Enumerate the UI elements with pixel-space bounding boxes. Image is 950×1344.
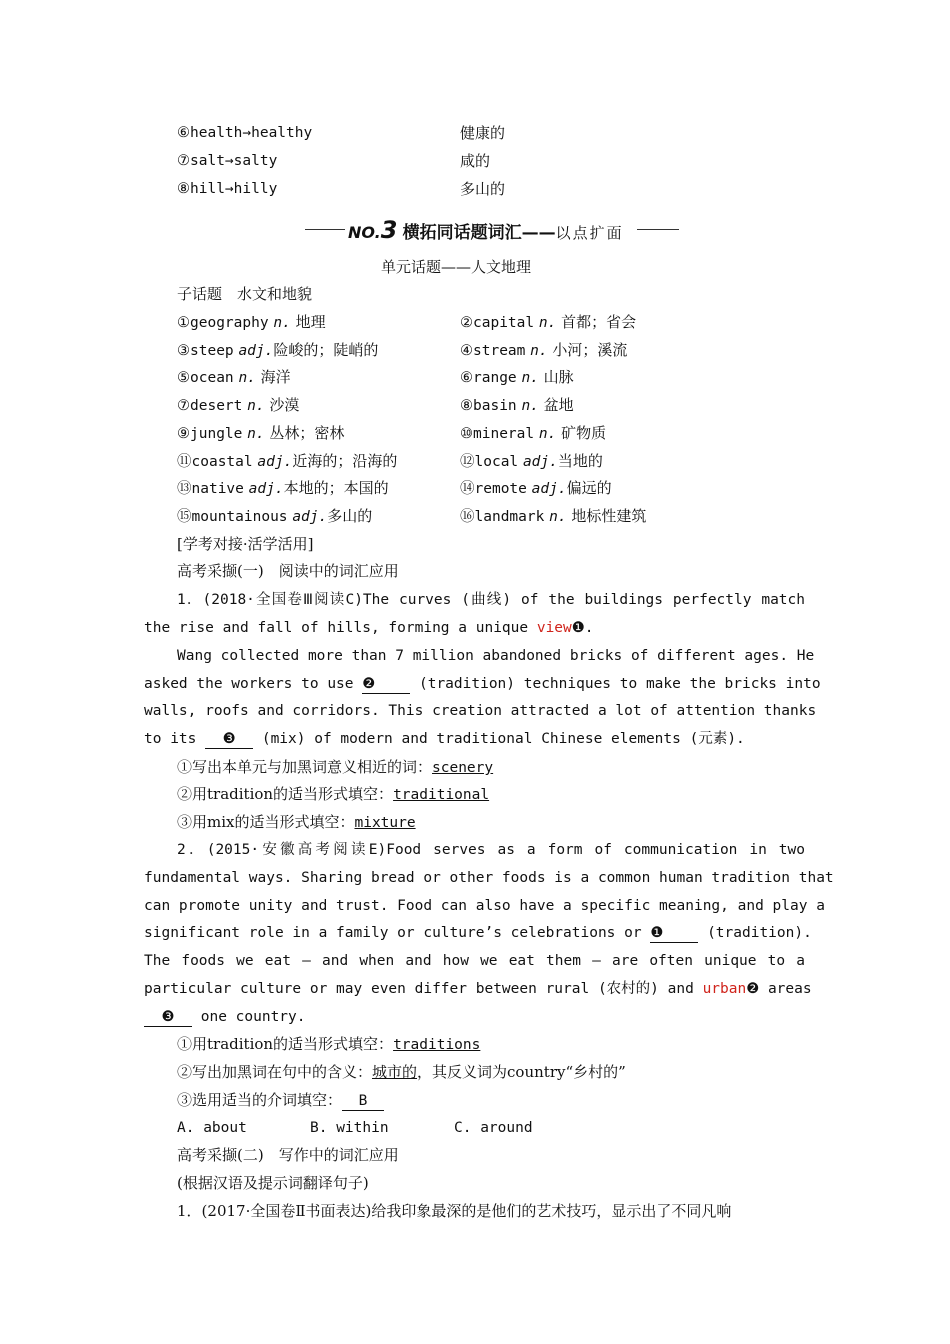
vocab-pos: adj. xyxy=(257,454,293,470)
q1-line-2: the rise and fall of hills, forming a unique view❶. xyxy=(144,620,594,636)
q1-blank-3[interactable]: ❸ xyxy=(205,730,253,749)
vocab-pos: adj. xyxy=(238,343,274,359)
vocab-item-right xyxy=(460,451,603,472)
vocab-word: ④stream xyxy=(460,343,526,359)
q2-answer-1-value: traditions xyxy=(393,1037,481,1053)
vocab-meaning: 丛林；密林 xyxy=(264,424,345,442)
derivation-meaning-1: 健康的 xyxy=(460,124,506,142)
q1-answer-1-value: scenery xyxy=(432,760,494,776)
vocab-pos: adj. xyxy=(248,481,284,497)
vocab-pos: n. xyxy=(273,315,291,331)
vocab-meaning: 地标性建筑 xyxy=(566,507,647,525)
vocab-pos: n. xyxy=(538,315,557,331)
vocab-item-right xyxy=(460,312,636,333)
banner-rule-left xyxy=(305,229,345,230)
vocab-item-left xyxy=(177,340,378,361)
derivation-meaning-3: 多山的 xyxy=(460,180,506,198)
q1-blank-2[interactable]: ❷ xyxy=(362,675,410,694)
banner-title: 横拓同话题词汇 xyxy=(402,223,522,243)
q2-answer-3: ③选用适当的介词填空： B xyxy=(177,1090,384,1111)
vocab-word: ⑩mineral xyxy=(460,426,535,442)
vocab-pos: adj. xyxy=(522,454,558,470)
q1-answer-1: ①写出本单元与加黑词意义相近的词：scenery xyxy=(177,758,494,776)
vocab-word: ⑧basin xyxy=(460,398,517,414)
q2-option-a: A. about xyxy=(177,1120,247,1136)
subtopic-heading: 子话题 水文和地貌 xyxy=(177,285,313,303)
vocab-pos: adj. xyxy=(531,481,567,497)
vocab-meaning: 盆地 xyxy=(538,396,574,414)
q2-line-1: 2．(2015·安徽高考阅读E)Food serves as a form of communication in two xyxy=(177,842,805,858)
vocab-word: ⑪coastal xyxy=(177,454,253,470)
unit-topic: 单元话题——人文地理 xyxy=(381,258,532,276)
q2-line-2: fundamental ways. Sharing bread or other foods is a common human tradition that xyxy=(144,870,834,886)
vocab-pos: n. xyxy=(549,509,567,525)
vocab-item-left xyxy=(177,478,389,499)
vocab-meaning: 多山的 xyxy=(327,507,373,525)
vocab-meaning: 当地的 xyxy=(557,452,603,470)
q1-line-3: Wang collected more than 7 million abandoned bricks of different ages. He xyxy=(177,648,815,664)
vocab-meaning: 本地的；本国的 xyxy=(283,479,389,497)
vocab-pos: n. xyxy=(521,370,539,386)
vocab-pos: n. xyxy=(538,426,557,442)
section1-title: 高考采撷(一) 阅读中的词汇应用 xyxy=(177,562,399,580)
banner-number: 3 xyxy=(380,216,398,244)
vocab-item-right xyxy=(460,423,606,444)
vocab-word: ⑮mountainous xyxy=(177,509,288,525)
q2-answer-1: ①用tradition的适当形式填空：traditions xyxy=(177,1035,481,1053)
vocab-pos: n. xyxy=(238,370,256,386)
vocab-item-left xyxy=(177,506,372,527)
practice-heading: [学考对接·活学活用] xyxy=(177,535,314,553)
vocab-word: ⑬native xyxy=(177,481,244,497)
vocab-item-left xyxy=(177,423,344,444)
translate-note: (根据汉语及提示词翻译句子) xyxy=(177,1174,369,1192)
vocab-item-left xyxy=(177,451,397,472)
vocab-pos: n. xyxy=(521,398,539,414)
vocab-pos: n. xyxy=(247,426,265,442)
vocab-word: ⑤ocean xyxy=(177,370,234,386)
q2-line-3: can promote unity and trust. Food can also have a specific meaning, and play a xyxy=(144,898,825,914)
vocab-word: ①geography xyxy=(177,315,269,331)
vocab-item-left xyxy=(177,312,326,333)
vocab-pos: adj. xyxy=(292,509,328,525)
q2-blank-1[interactable]: ❶ xyxy=(650,924,698,943)
q2-option-c: C. around xyxy=(454,1120,533,1136)
banner-rule-right xyxy=(637,229,679,230)
vocab-word: ⑭remote xyxy=(460,481,527,497)
q3-line-1: 1．(2017·全国卷Ⅱ书面表达)给我印象最深的是他们的艺术技巧，显示出了不同凡响 xyxy=(177,1202,732,1220)
q1-answer-2: ②用tradition的适当形式填空：traditional xyxy=(177,785,490,803)
vocab-word: ⑦desert xyxy=(177,398,243,414)
banner-no: NO. xyxy=(348,223,381,242)
q2-line-6: particular culture or may even differ between rural (农村的) and urban❷ areas xyxy=(144,981,812,997)
q2-blank-3[interactable]: ❸ xyxy=(144,1008,192,1027)
vocab-pos: n. xyxy=(530,343,548,359)
q1-line-5: walls, roofs and corridors. This creation attracted a lot of attention thanks xyxy=(144,703,817,719)
derivation-word-3: ⑧hill→hilly xyxy=(177,181,278,197)
vocab-item-left xyxy=(177,395,299,416)
vocab-item-right xyxy=(460,367,574,388)
banner-subtitle: 以点扩面 xyxy=(555,224,624,242)
q2-line-4: significant role in a family or culture’s celebrations or ❶ (tradition). xyxy=(144,925,812,941)
q1-keyword-view: view xyxy=(536,620,572,636)
vocab-meaning: 近海的；沿海的 xyxy=(292,452,398,470)
vocab-word: ⑯landmark xyxy=(460,509,545,525)
vocab-word: ⑨jungle xyxy=(177,426,243,442)
vocab-meaning: 小河；溪流 xyxy=(547,341,628,359)
q2-line-5: The foods we eat — and when and how we eat them — are often unique to a xyxy=(144,953,805,969)
section2-title: 高考采撷(二) 写作中的词汇应用 xyxy=(177,1146,399,1164)
q2-answer-2-value: 城市的 xyxy=(372,1063,418,1081)
vocab-meaning: 沙漠 xyxy=(264,396,300,414)
vocab-item-right xyxy=(460,395,574,416)
derivation-word-2: ⑦salt→salty xyxy=(177,153,278,169)
derivation-meaning-2: 咸的 xyxy=(460,152,491,170)
vocab-word: ⑫local xyxy=(460,454,519,470)
q2-keyword-urban: urban xyxy=(702,981,747,997)
derivation-word-1: ⑥health→healthy xyxy=(177,125,313,141)
vocab-item-right xyxy=(460,506,646,527)
q1-marker-1: ❶. xyxy=(571,620,594,636)
q1-answer-3-value: mixture xyxy=(354,815,416,831)
vocab-meaning: 首都；省会 xyxy=(556,313,637,331)
q1-line-6: to its ❸ (mix) of modern and traditional Chinese elements (元素). xyxy=(144,731,745,747)
q2-option-b: B. within xyxy=(310,1120,389,1136)
vocab-word: ②capital xyxy=(460,315,535,331)
vocab-word: ⑥range xyxy=(460,370,517,386)
q1-answer-3: ③用mix的适当形式填空：mixture xyxy=(177,813,416,831)
vocab-meaning: 矿物质 xyxy=(556,424,607,442)
q2-answer-2: ②写出加黑词在句中的含义：城市的，其反义词为country“乡村的” xyxy=(177,1063,626,1081)
vocab-meaning: 偏远的 xyxy=(566,479,612,497)
vocab-item-right xyxy=(460,478,612,499)
vocab-meaning: 山脉 xyxy=(538,368,574,386)
vocab-meaning: 险峻的；陡峭的 xyxy=(273,341,379,359)
q2-answer-3-value: B xyxy=(342,1092,384,1111)
vocab-pos: n. xyxy=(247,398,265,414)
q1-line-4: asked the workers to use ❷ (tradition) techniques to make the bricks into xyxy=(144,676,821,692)
vocab-meaning: 海洋 xyxy=(255,368,291,386)
q1-answer-2-value: traditional xyxy=(393,787,490,803)
vocab-item-right xyxy=(460,340,627,361)
q2-line-7: ❸ one country. xyxy=(144,1007,306,1027)
section-banner: NO.3 横拓同话题词汇——以点扩面 xyxy=(348,216,624,244)
vocab-word: ③steep xyxy=(177,343,234,359)
q1-line-1: 1．(2018·全国卷Ⅲ阅读C)The curves (曲线) of the buildings perfectly match xyxy=(177,592,805,608)
vocab-meaning: 地理 xyxy=(290,313,326,331)
vocab-item-left xyxy=(177,367,291,388)
